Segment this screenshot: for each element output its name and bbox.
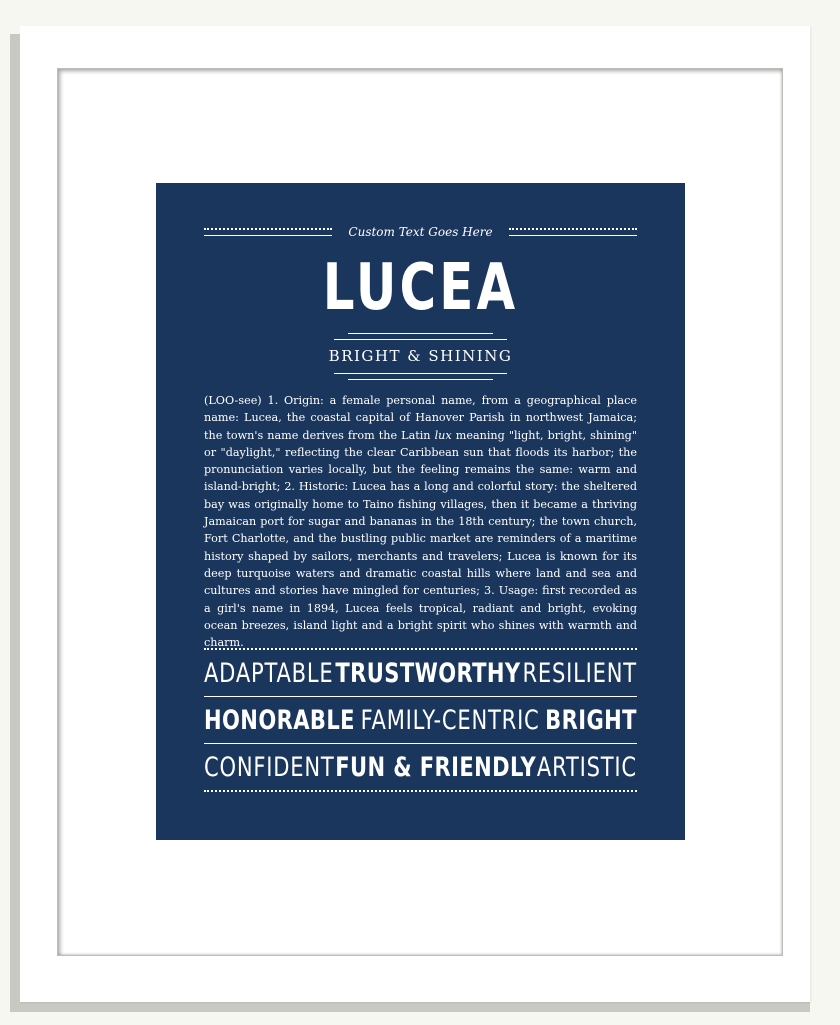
trait: ARTISTIC xyxy=(536,752,637,783)
name-title: LUCEA xyxy=(322,251,519,325)
rule-above-meaning-1 xyxy=(348,333,493,334)
name-meaning: BRIGHT & SHINING xyxy=(328,347,513,365)
trait: RESILIENT xyxy=(522,658,637,689)
definition-italic-word: lux xyxy=(434,428,452,442)
trait: FUN & FRIENDLY xyxy=(335,752,537,783)
traits-row-1 xyxy=(204,655,637,693)
traits-row-3 xyxy=(204,749,637,787)
traits-row-2 xyxy=(204,702,637,740)
dotted-rule-left xyxy=(204,228,332,236)
trait: FAMILY-CENTRIC xyxy=(360,705,540,736)
trait: ADAPTABLE xyxy=(204,658,334,689)
rule-below-meaning-2 xyxy=(348,379,493,380)
dotted-rule-traits-top xyxy=(204,648,637,650)
trait: HONORABLE xyxy=(204,705,355,736)
rule-below-meaning-1 xyxy=(334,373,507,374)
dotted-rule-traits-bottom xyxy=(204,790,637,792)
name-print xyxy=(156,183,685,840)
trait: TRUSTWORTHY xyxy=(335,658,521,689)
rule-above-meaning-2 xyxy=(334,339,507,340)
definition-text-1: (LOO-see) 1. Origin: a female personal name, from a geographical place name: Lucea, the coastal capital of Hanover Parish in northwest Jamaica; the town's name derives from the Latin xyxy=(204,394,637,442)
custom-text-row xyxy=(204,221,637,243)
traits-divider-2 xyxy=(204,743,637,744)
definition-text-2: meaning "light, bright, shining" or "daylight," reflecting the clear Caribbean sun that floods its harbor; the pronunciation varies locally, but the feeling remains the same: warm and island-bright; 2. Historic: Lucea has a long and colorful story: the sheltered bay was originally home to Taino fishing villages, then it became a thriving Jamaican port for sugar and bananas in the 18th century; the town church, Fort Charlotte, and the bustling public market are reminders of a maritime history shaped by sailors, merchants and travelers; Lucea is known for its deep turquoise waters and dramatic coastal hills where land and sea and cultures and stories have mingled for centuries; 3. Usage: first recorded as a girl's name in 1894, Lucea feels tropical, radiant and bright, evoking ocean breezes, island light and a bright spirit who shines with warmth and charm. xyxy=(204,428,637,650)
trait: BRIGHT xyxy=(545,705,637,736)
dotted-rule-right xyxy=(509,228,637,236)
traits-divider-1 xyxy=(204,696,637,697)
trait: CONFIDENT xyxy=(204,752,335,783)
name-definition xyxy=(204,392,637,651)
custom-text: Custom Text Goes Here xyxy=(348,225,493,239)
